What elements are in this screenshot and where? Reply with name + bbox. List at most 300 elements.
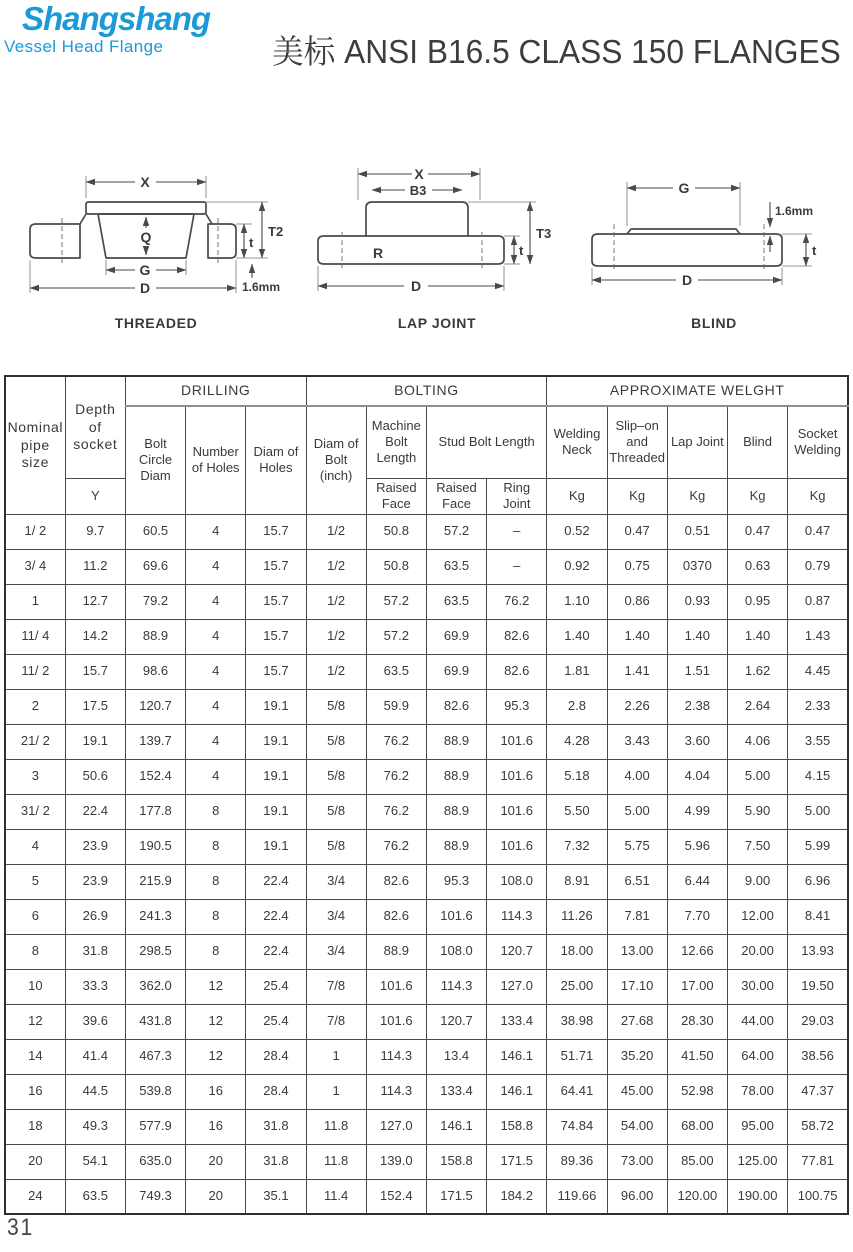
table-subheader-row (5, 406, 848, 478)
table-row (5, 1004, 848, 1039)
table-cell: 158.8 (426, 1144, 486, 1179)
table-cell: 1/ 2 (5, 514, 65, 549)
table-cell: 2.26 (607, 689, 667, 724)
table-row (5, 1144, 848, 1179)
table-cell: 17.00 (667, 969, 727, 1004)
flange-table-body (5, 514, 848, 1214)
table-cell: 0.47 (788, 514, 848, 549)
table-cell: 14 (5, 1039, 65, 1074)
group-header-bolting: BOLTING (306, 376, 547, 406)
table-cell: 4 (186, 619, 246, 654)
table-cell: 50.8 (366, 514, 426, 549)
table-cell: 76.2 (366, 724, 426, 759)
table-cell: 114.3 (366, 1074, 426, 1109)
table-cell: 49.3 (65, 1109, 125, 1144)
col-header-depth-of-socket: Depth of socket (65, 376, 125, 478)
table-cell: 5/8 (306, 794, 366, 829)
dim-label-t: t (249, 235, 254, 250)
table-cell: 1.62 (727, 654, 787, 689)
table-cell: 0.87 (788, 584, 848, 619)
table-cell: 1 (306, 1074, 366, 1109)
table-row (5, 1109, 848, 1144)
table-cell: 101.6 (366, 969, 426, 1004)
table-cell: 98.6 (125, 654, 185, 689)
table-cell: 0.79 (788, 549, 848, 584)
table-cell: 19.1 (246, 689, 306, 724)
lap-joint-flange-diagram (308, 158, 566, 306)
drawing-blind-flange (582, 158, 846, 331)
table-cell: 4.28 (547, 724, 607, 759)
table-cell: 18 (5, 1109, 65, 1144)
table-cell: 16 (5, 1074, 65, 1109)
table-cell: 12.7 (65, 584, 125, 619)
table-cell: 3.55 (788, 724, 848, 759)
table-cell: 15.7 (246, 619, 306, 654)
table-cell: 127.0 (487, 969, 547, 1004)
table-cell: 4.00 (607, 759, 667, 794)
table-cell: 31.8 (246, 1144, 306, 1179)
table-cell: 17.10 (607, 969, 667, 1004)
table-cell: 19.1 (65, 724, 125, 759)
table-cell: 16 (186, 1109, 246, 1144)
table-cell: 11.8 (306, 1144, 366, 1179)
flange-dimensions-table (4, 375, 849, 1215)
table-cell: 190.5 (125, 829, 185, 864)
table-cell: 28.30 (667, 1004, 727, 1039)
table-cell: 8.91 (547, 864, 607, 899)
table-row (5, 1074, 848, 1109)
table-row (5, 689, 848, 724)
dim-label-T3: T3 (536, 226, 552, 241)
table-cell: 3.43 (607, 724, 667, 759)
table-cell: 10 (5, 969, 65, 1004)
table-cell: 8 (186, 899, 246, 934)
table-cell: 7/8 (306, 969, 366, 1004)
table-cell: 63.5 (65, 1179, 125, 1214)
table-cell: 74.84 (547, 1109, 607, 1144)
table-cell: 69.6 (125, 549, 185, 584)
dim-label-D: D (410, 278, 422, 294)
table-row (5, 654, 848, 689)
table-cell: 431.8 (125, 1004, 185, 1039)
table-cell: 33.3 (65, 969, 125, 1004)
table-row (5, 934, 848, 969)
table-cell: 28.4 (246, 1039, 306, 1074)
table-cell: 125.00 (727, 1144, 787, 1179)
col-header-welding-neck: Welding Neck (547, 406, 607, 478)
table-cell: 44.00 (727, 1004, 787, 1039)
table-cell: 22.4 (65, 794, 125, 829)
table-row (5, 584, 848, 619)
table-cell: 2.8 (547, 689, 607, 724)
table-cell: 5/8 (306, 829, 366, 864)
table-cell: 68.00 (667, 1109, 727, 1144)
table-cell: 11/ 4 (5, 619, 65, 654)
table-cell: 51.71 (547, 1039, 607, 1074)
table-cell: 24 (5, 1179, 65, 1214)
table-cell: 6.51 (607, 864, 667, 899)
dim-label-X: X (140, 174, 150, 190)
drawing-caption-blind: BLIND (691, 315, 737, 331)
drawing-caption-lap-joint: LAP JOINT (397, 315, 477, 331)
table-cell: 11/ 2 (5, 654, 65, 689)
table-row (5, 1179, 848, 1214)
table-cell: 17.5 (65, 689, 125, 724)
table-cell: 1.10 (547, 584, 607, 619)
drawing-caption-threaded: THREADED (114, 315, 198, 331)
col-header-nominal-pipe-size: Nominal pipe size (5, 376, 65, 514)
table-cell: 171.5 (487, 1144, 547, 1179)
table-cell: 59.9 (366, 689, 426, 724)
table-row (5, 759, 848, 794)
table-row (5, 969, 848, 1004)
dim-label-G: G (139, 262, 151, 278)
table-cell: 101.6 (487, 724, 547, 759)
table-cell: 35.20 (607, 1039, 667, 1074)
table-cell: 5.99 (788, 829, 848, 864)
table-cell: 3/4 (306, 899, 366, 934)
table-cell: 60.5 (125, 514, 185, 549)
table-cell: 5/8 (306, 759, 366, 794)
table-cell: 1 (306, 1039, 366, 1074)
table-cell: 23.9 (65, 864, 125, 899)
page-number: 31 (7, 1214, 35, 1241)
table-cell: 0.47 (727, 514, 787, 549)
table-cell: 52.98 (667, 1074, 727, 1109)
table-cell: 5/8 (306, 724, 366, 759)
table-cell: 11.8 (306, 1109, 366, 1144)
table-cell: 1/2 (306, 584, 366, 619)
dim-label-Q: Q (140, 229, 152, 245)
table-row (5, 864, 848, 899)
table-cell: 69.9 (426, 654, 486, 689)
col-header-socket-welding: Socket Welding (788, 406, 848, 478)
dim-label-G: G (678, 180, 690, 196)
table-cell: 577.9 (125, 1109, 185, 1144)
table-cell: 13.93 (788, 934, 848, 969)
table-cell: 88.9 (426, 794, 486, 829)
table-cell: 8 (186, 864, 246, 899)
table-cell: 4 (186, 689, 246, 724)
table-cell: 20 (186, 1179, 246, 1214)
table-cell: 44.5 (65, 1074, 125, 1109)
table-cell: 4 (5, 829, 65, 864)
table-cell: 19.1 (246, 829, 306, 864)
table-cell: 15.7 (246, 654, 306, 689)
logo-name: Shangshang (22, 0, 211, 37)
col-header-slip-on-threaded: Slip–on and Threaded (607, 406, 667, 478)
table-cell: 31.8 (65, 934, 125, 969)
table-cell: 215.9 (125, 864, 185, 899)
threaded-flange-diagram (22, 158, 290, 306)
table-cell: 5.50 (547, 794, 607, 829)
col-subheader-machine-raised-face: Raised Face (366, 478, 426, 514)
table-cell: 0.52 (547, 514, 607, 549)
col-header-diam-of-holes: Diam of Holes (246, 406, 306, 514)
table-cell: 1.43 (788, 619, 848, 654)
table-cell: 76.2 (487, 584, 547, 619)
table-cell: 88.9 (426, 829, 486, 864)
company-logo (4, 2, 224, 57)
table-cell: 82.6 (366, 864, 426, 899)
table-cell: 19.1 (246, 794, 306, 829)
group-header-drilling: DRILLING (125, 376, 306, 406)
table-cell: 82.6 (487, 619, 547, 654)
table-cell: 22.4 (246, 864, 306, 899)
table-cell: 54.1 (65, 1144, 125, 1179)
table-cell: 7/8 (306, 1004, 366, 1039)
table-cell: 101.6 (426, 899, 486, 934)
table-cell: 76.2 (366, 829, 426, 864)
table-cell: 20.00 (727, 934, 787, 969)
table-cell: 4 (186, 514, 246, 549)
table-cell: 749.3 (125, 1179, 185, 1214)
col-unit-kg-slip-on: Kg (607, 478, 667, 514)
table-cell: 3.60 (667, 724, 727, 759)
table-cell: 16 (186, 1074, 246, 1109)
table-cell: 3/4 (306, 934, 366, 969)
table-cell: 89.36 (547, 1144, 607, 1179)
table-cell: 82.6 (426, 689, 486, 724)
table-cell: 77.81 (788, 1144, 848, 1179)
table-cell: 88.9 (125, 619, 185, 654)
table-cell: 101.6 (487, 829, 547, 864)
table-row (5, 514, 848, 549)
table-cell: 7.70 (667, 899, 727, 934)
table-cell: 82.6 (487, 654, 547, 689)
table-cell: 120.7 (426, 1004, 486, 1039)
table-cell: 28.4 (246, 1074, 306, 1109)
col-header-bolt-circle-diam: Bolt Circle Diam (125, 406, 185, 514)
table-row (5, 829, 848, 864)
table-cell: 0.75 (607, 549, 667, 584)
table-cell: 96.00 (607, 1179, 667, 1214)
table-cell: 85.00 (667, 1144, 727, 1179)
table-cell: 45.00 (607, 1074, 667, 1109)
table-cell: 1/2 (306, 549, 366, 584)
table-cell: 120.7 (487, 934, 547, 969)
table-cell: 50.6 (65, 759, 125, 794)
table-cell: 0370 (667, 549, 727, 584)
table-cell: 4 (186, 724, 246, 759)
table-row (5, 549, 848, 584)
col-unit-kg-welding-neck: Kg (547, 478, 607, 514)
table-cell: 76.2 (366, 759, 426, 794)
table-cell: 5.75 (607, 829, 667, 864)
blind-flange-diagram (582, 158, 846, 306)
logo-tagline: Vessel Head Flange (4, 36, 164, 56)
table-cell: 63.5 (366, 654, 426, 689)
table-cell: 31/ 2 (5, 794, 65, 829)
group-header-approximate-weight: APPROXIMATE WELGHT (547, 376, 848, 406)
table-cell: 4 (186, 759, 246, 794)
dim-label-D: D (139, 280, 151, 296)
table-header (5, 376, 848, 514)
page-title: 美标 ANSI B16.5 CLASS 150 FLANGES (272, 33, 841, 70)
col-unit-kg-socket-welding: Kg (788, 478, 848, 514)
table-cell: 1.41 (607, 654, 667, 689)
table-cell: 7.50 (727, 829, 787, 864)
table-cell: 11.26 (547, 899, 607, 934)
table-cell: 38.98 (547, 1004, 607, 1039)
table-cell: 6.96 (788, 864, 848, 899)
table-cell: 31.8 (246, 1109, 306, 1144)
table-cell: 95.3 (426, 864, 486, 899)
table-cell: 146.1 (487, 1039, 547, 1074)
table-cell: 88.9 (426, 759, 486, 794)
table-cell: 8.41 (788, 899, 848, 934)
table-cell: 54.00 (607, 1109, 667, 1144)
table-cell: 1/2 (306, 514, 366, 549)
table-cell: 2 (5, 689, 65, 724)
table-cell: 7.81 (607, 899, 667, 934)
table-cell: 39.6 (65, 1004, 125, 1039)
table-cell: 0.51 (667, 514, 727, 549)
table-cell: 3/ 4 (5, 549, 65, 584)
table-cell: – (487, 549, 547, 584)
table-cell: 18.00 (547, 934, 607, 969)
table-cell: 21/ 2 (5, 724, 65, 759)
table-cell: 4.15 (788, 759, 848, 794)
table-cell: 64.41 (547, 1074, 607, 1109)
table-cell: 58.72 (788, 1109, 848, 1144)
table-cell: 0.93 (667, 584, 727, 619)
col-subheader-ring-joint: Ring Joint (487, 478, 547, 514)
drawing-lap-joint-flange (308, 158, 566, 331)
table-cell: 8 (186, 934, 246, 969)
table-cell: 298.5 (125, 934, 185, 969)
table-cell: 120.7 (125, 689, 185, 724)
table-cell: 7.32 (547, 829, 607, 864)
table-cell: 127.0 (366, 1109, 426, 1144)
table-cell: 47.37 (788, 1074, 848, 1109)
table-row (5, 1039, 848, 1074)
dim-label-B3: B3 (409, 183, 427, 198)
table-cell: 8 (186, 829, 246, 864)
col-header-blind: Blind (727, 406, 787, 478)
table-cell: 2.38 (667, 689, 727, 724)
table-cell: 12 (186, 1004, 246, 1039)
table-row (5, 899, 848, 934)
table-cell: 101.6 (366, 1004, 426, 1039)
table-cell: 12 (186, 969, 246, 1004)
table-cell: 0.92 (547, 549, 607, 584)
table-cell: 5.96 (667, 829, 727, 864)
table-cell: 146.1 (426, 1109, 486, 1144)
table-cell: 41.4 (65, 1039, 125, 1074)
table-cell: 15.7 (246, 549, 306, 584)
table-cell: 635.0 (125, 1144, 185, 1179)
table-cell: 25.4 (246, 969, 306, 1004)
table-cell: 1/2 (306, 654, 366, 689)
table-cell: 4 (186, 584, 246, 619)
table-cell: 5.00 (727, 759, 787, 794)
table-cell: 5/8 (306, 689, 366, 724)
table-cell: 4 (186, 654, 246, 689)
table-cell: 1.40 (607, 619, 667, 654)
table-cell: 1.81 (547, 654, 607, 689)
table-cell: 114.3 (426, 969, 486, 1004)
dim-label-t: t (812, 243, 817, 258)
table-cell: 12 (5, 1004, 65, 1039)
table-cell: 0.95 (727, 584, 787, 619)
table-cell: 35.1 (246, 1179, 306, 1214)
dim-label-lip: 1.6mm (242, 280, 281, 294)
table-cell: 158.8 (487, 1109, 547, 1144)
table-cell: 23.9 (65, 829, 125, 864)
table-cell: 14.2 (65, 619, 125, 654)
table-cell: 467.3 (125, 1039, 185, 1074)
table-cell: 1.51 (667, 654, 727, 689)
table-cell: 4.45 (788, 654, 848, 689)
table-cell: 5.00 (788, 794, 848, 829)
table-cell: 15.7 (246, 584, 306, 619)
table-cell: 139.7 (125, 724, 185, 759)
table-cell: 5.90 (727, 794, 787, 829)
table-cell: 5.18 (547, 759, 607, 794)
table-cell: 19.1 (246, 724, 306, 759)
table-cell: 9.7 (65, 514, 125, 549)
table-cell: 6.44 (667, 864, 727, 899)
table-cell: 114.3 (487, 899, 547, 934)
table-cell: 12.00 (727, 899, 787, 934)
dim-label-lip: 1.6mm (775, 204, 814, 218)
table-cell: 25.00 (547, 969, 607, 1004)
table-cell: 11.2 (65, 549, 125, 584)
table-cell: – (487, 514, 547, 549)
table-cell: 20 (186, 1144, 246, 1179)
table-cell: 5 (5, 864, 65, 899)
table-cell: 57.2 (366, 619, 426, 654)
table-cell: 2.64 (727, 689, 787, 724)
col-header-stud-bolt-length: Stud Bolt Length (426, 406, 546, 478)
table-cell: 11.4 (306, 1179, 366, 1214)
table-cell: 15.7 (65, 654, 125, 689)
table-cell: 19.1 (246, 759, 306, 794)
table-cell: 133.4 (487, 1004, 547, 1039)
table-cell: 4 (186, 549, 246, 584)
dim-label-t: t (519, 243, 524, 258)
table-cell: 1.40 (727, 619, 787, 654)
table-cell: 6 (5, 899, 65, 934)
table-cell: 5.00 (607, 794, 667, 829)
table-row (5, 794, 848, 829)
table-cell: 69.9 (426, 619, 486, 654)
table-cell: 0.63 (727, 549, 787, 584)
table-cell: 184.2 (487, 1179, 547, 1214)
table-cell: 152.4 (125, 759, 185, 794)
table-cell: 13.4 (426, 1039, 486, 1074)
col-subheader-stud-raised-face: Raised Face (426, 478, 486, 514)
table-cell: 63.5 (426, 549, 486, 584)
table-cell: 0.47 (607, 514, 667, 549)
table-cell: 38.56 (788, 1039, 848, 1074)
table-cell: 30.00 (727, 969, 787, 1004)
table-cell: 25.4 (246, 1004, 306, 1039)
dim-label-T2: T2 (268, 224, 284, 239)
table-cell: 146.1 (487, 1074, 547, 1109)
dim-label-D: D (681, 272, 693, 288)
table-cell: 4.04 (667, 759, 727, 794)
table-cell: 78.00 (727, 1074, 787, 1109)
table-cell: 76.2 (366, 794, 426, 829)
table-cell: 108.0 (426, 934, 486, 969)
table-cell: 29.03 (788, 1004, 848, 1039)
table-cell: 13.00 (607, 934, 667, 969)
table-cell: 82.6 (366, 899, 426, 934)
table-row (5, 724, 848, 759)
table-cell: 3 (5, 759, 65, 794)
